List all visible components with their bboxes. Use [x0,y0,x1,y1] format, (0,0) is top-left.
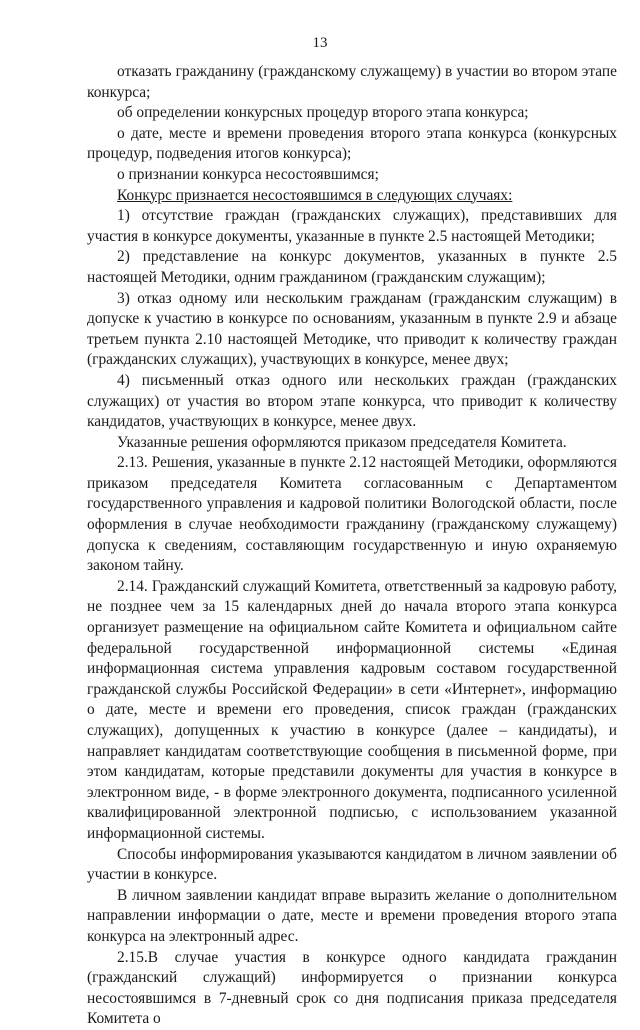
paragraph: о дате, месте и времени проведения второго этапа конкурса (конкурсных процедур, подведения итогов конкурса); [87,124,617,163]
paragraph: 1) отсутствие граждан (гражданских служащих), представивших для участия в конкурсе документы, указанные в пункте 2.5 настоящей Методики; [87,207,617,245]
paragraph: 2.15.В случае участия в конкурсе одного кандидата гражданин (гражданский служащий) информируется о признании конкурса несостоявшимся в 7-дневный срок со дня подписания приказа председателя Комитета о [87,948,617,1028]
paragraph: 3) отказ одному или нескольким гражданам (гражданским служащим) в допуске к участию в конкурсе по основаниям, указанным в пункте 2.9 и абзаце третьем пункта 2.10 настоящей Методике, что приводит к количеству граждан (гражданских служащих), участвующих в конкурсе, менее двух; [87,289,617,369]
paragraph: В личном заявлении кандидат вправе выразить желание о дополнительном направлении информации о дате, месте и времени проведения второго этапа конкурса на электронный адрес. [87,886,617,945]
paragraph: о признании конкурса несостоявшимся; [117,165,379,183]
paragraph: об определении конкурсных процедур второго этапа конкурса; [117,104,529,122]
paragraph: 2.14. Гражданский служащий Комитета, ответственный за кадровую работу, не позднее чем за 15 календарных дней до начала второго этапа конкурса организует размещение на официальном сайте Комитета и официальном сайте федеральной государственной информационной системы «Единая информационная система управления кадровым составом государственной гражданской службы Российской Федерации» в сети «Интернет», информацию о дате, месте и времени его проведения, список граждан (гражданских служащих), допущенных к участию в конкурсе (далее – кандидаты), и направляет кандидатам соответствующие сообщения в письменной форме, при этом кандидатам, которые представили документы для участия в конкурсе в электронном виде, - в форме электронного документа, подписанного усиленной квалифицированной электронной подписью, с использованием указанной информационной системы. [87,577,617,842]
paragraph: 4) письменный отказ одного или нескольких граждан (гражданских служащих) от участия во втором этапе конкурса, что приводит к количеству кандидатов, участвующих в конкурсе, менее двух. [87,371,617,431]
paragraph: 2.13. Решения, указанные в пункте 2.12 настоящей Методики, оформляются приказом председателя Комитета согласованным с Департаментом государственного управления и кадровой политики Вологодской области, после оформления в случае необходимости гражданину (гражданскому служащему) допуска к сведениям, составляющим государственную и иную охраняемую законом тайну. [87,454,617,575]
paragraph: 2) представление на конкурс документов, указанных в пункте 2.5 настоящей Методики, одним гражданином (гражданским служащим); [87,248,617,286]
section-heading-underlined: Конкурс признается несостоявшимся в следующих случаях: [117,186,513,204]
paragraph: отказать гражданину (гражданскому служащему) в участии во втором этапе конкурса; [87,63,617,101]
document-body [87,62,617,1030]
paragraph: Указанные решения оформляются приказом председателя Комитета. [117,433,567,451]
page-number: 13 [312,35,328,51]
paragraph: Способы информирования указываются кандидатом в личном заявлении об участии в конкурсе. [87,845,617,884]
